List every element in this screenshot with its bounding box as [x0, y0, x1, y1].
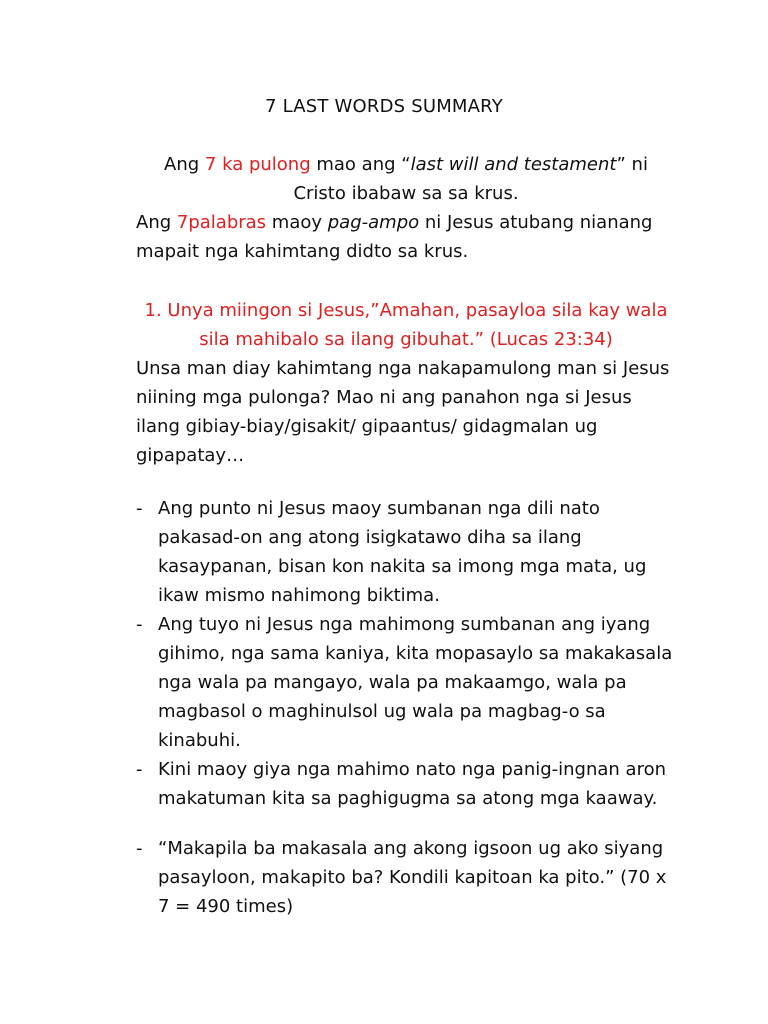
intro1-italic: last will and testament: [410, 154, 617, 175]
intro2-part1: Ang: [136, 212, 177, 233]
bullet-text: “Makapila ba makasala ang akong igsoon ug ako siyang pasayloon, makapito ba? Kondili kapitoan ka pito.” (70 x 7 = 490 times): [158, 838, 667, 917]
bullet-text: Kini maoy giya nga mahimo nato nga panig-ingnan aron makatuman kita sa paghigugma sa atong mga kaaway.: [158, 759, 667, 809]
intro1-part3: ” ni: [616, 154, 648, 175]
document-title: 7 LAST WORDS SUMMARY: [265, 96, 503, 117]
list-item: [136, 834, 676, 921]
intro2-italic: pag-ampo: [327, 212, 420, 233]
intro-line-2: Cristo ibabaw sa sa krus.: [293, 183, 519, 204]
intro2-part3: ni Jesus atubang nianang mapait nga kahimtang didto sa krus.: [136, 212, 653, 262]
list-item: [136, 755, 676, 813]
list-item: [136, 610, 676, 755]
intro-paragraph-2: [136, 208, 676, 266]
intro2-highlight: 7palabras: [176, 212, 267, 233]
bullet-text: Ang punto ni Jesus maoy sumbanan nga dili nato pakasad-on ang atong isigkatawo diha sa ilang kasaypanan, bisan kon nakita sa imong mga mata, ug ikaw mismo nahimong biktima.: [158, 498, 647, 606]
intro1-part1: Ang: [164, 154, 205, 175]
bullet-marker: -: [136, 498, 143, 519]
intro1-highlight: 7 ka pulong: [204, 154, 311, 175]
intro2-part2: maoy: [266, 212, 328, 233]
explanation-paragraph: Unsa man diay kahimtang nga nakapamulong man si Jesus niining mga pulonga? Mao ni ang panahon nga si Jesus ilang gibiay-biay/gisakit/ gipaantus/ gidagmalan ug gipapatay…: [136, 358, 670, 466]
bullet-marker: -: [136, 614, 143, 635]
bullet-marker: -: [136, 838, 143, 859]
intro1-part2: mao ang “: [310, 154, 411, 175]
bullet-text: Ang tuyo ni Jesus nga mahimong sumbanan ang iyang gihimo, nga sama kaniya, kita mopasaylo sa makakasala nga wala pa mangayo, wala pa makaamgo, wala pa magbasol o maghinulsol ug wala pa magbag-o sa kinabuhi.: [158, 614, 673, 751]
intro-line-1: [136, 150, 676, 179]
bullet-marker: -: [136, 759, 143, 780]
list-item: [136, 494, 676, 610]
numbered-quote: 1. Unya miingon si Jesus,”Amahan, pasayloa sila kay wala sila mahibalo sa ilang gibuhat.” (Lucas 23:34): [144, 300, 668, 350]
intro-block: [136, 150, 676, 266]
final-bullet-list: [136, 834, 676, 921]
bullet-list: [136, 494, 676, 813]
